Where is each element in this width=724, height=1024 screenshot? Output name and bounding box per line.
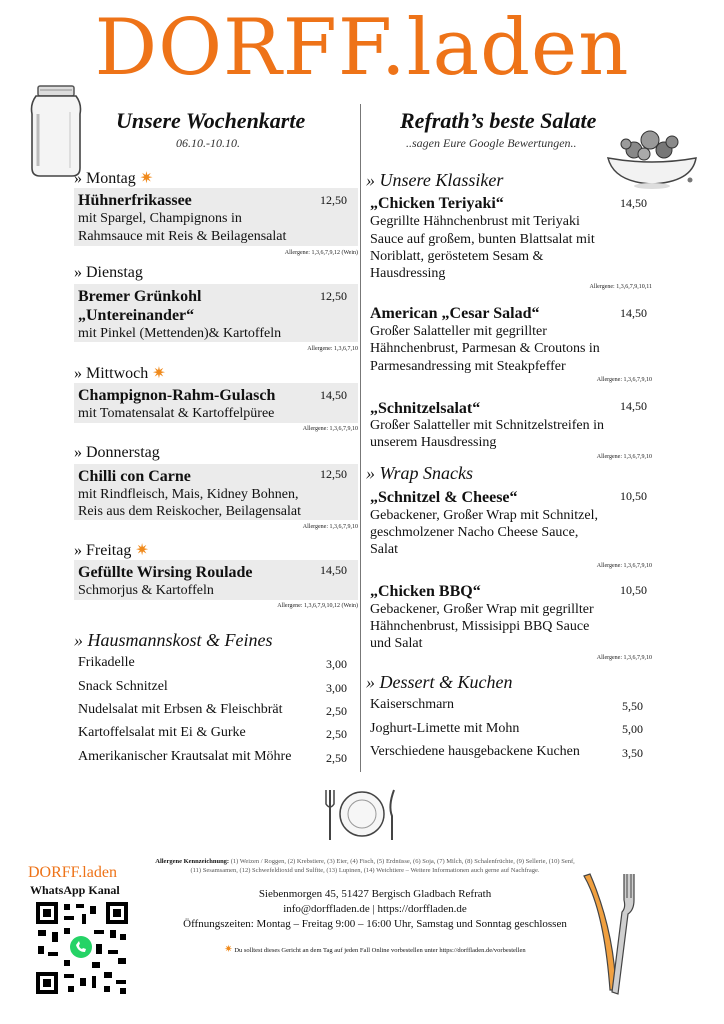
dish-name: „Schnitzel & Cheese“ (370, 489, 518, 506)
dish-desc: mit Pinkel (Mettenden)& Kartoffeln (78, 326, 282, 341)
sun-icon: ✷ (224, 944, 233, 955)
dish-desc: Parmesandressing mit Steakpfeffer (370, 359, 566, 374)
allergen-legend (80, 857, 650, 875)
allergen-legend-line1: (1) Weizen / Roggen, (2) Krebstiere, (3) Eier, (4) Fisch, (5) Erdnüsse, (6) Soja, (7) Milch, (8) Schalenfrüchte, (9) Sellerie, (10) Senf, (230, 858, 575, 865)
section-title-wraps: » Wrap Snacks (366, 463, 473, 483)
allergen-note: Allergene: 1,3,6,7,9,10 (302, 426, 358, 432)
dish-desc: Hausdressing (370, 266, 446, 281)
dish-price: 14,50 (620, 399, 647, 413)
list-item: Joghurt-Limette mit Mohn (370, 721, 520, 736)
dish-desc: Salat (370, 542, 398, 557)
day-label-monday: » Montag ✷ (74, 170, 154, 187)
jar-icon (24, 84, 88, 180)
dish-name: Chilli con Carne (78, 468, 191, 485)
allergen-note: Allergene: 1,3,6,7,9,10,12 (Wein) (277, 603, 358, 609)
sun-icon: ✷ (135, 542, 149, 559)
dish-price: 10,50 (620, 489, 647, 503)
day-label-friday: » Freitag ✷ (74, 542, 149, 559)
item-price: 5,50 (622, 699, 643, 713)
footer-hours: Öffnungszeiten: Montag – Freitag 9:00 – 16:00 Uhr, Samstag und Sonntag geschlossen (183, 918, 567, 930)
dish-desc: mit Tomatensalat & Kartoffelpüree (78, 406, 275, 421)
dish-desc: und Salat (370, 636, 423, 651)
dish-desc: Reis aus dem Reiskocher, Beilagensalat (78, 504, 301, 519)
salads-title: Refrath’s beste Salate (400, 108, 597, 133)
allergen-legend-label: Allergene Kennzeichnung: (155, 858, 230, 865)
allergen-note: Allergene: 1,3,6,7,9,10,11 (589, 284, 652, 290)
dish-price: 12,50 (320, 289, 347, 303)
item-price: 3,50 (622, 746, 643, 760)
day-label-wednesday: » Mittwoch ✷ (74, 365, 166, 382)
dish-desc: unserem Hausdressing (370, 435, 497, 450)
item-price: 3,00 (326, 657, 347, 671)
brand-logo: DORFF.laden (94, 3, 630, 93)
allergen-note: Allergene: 1,3,6,7,9,10 (596, 655, 652, 661)
dish-price: 14,50 (620, 306, 647, 320)
dish-price: 10,50 (620, 583, 647, 597)
list-item: Kaiserschmarn (370, 697, 454, 712)
footer-contact[interactable]: info@dorffladen.de | https://dorffladen.de (283, 903, 467, 915)
dish-desc: Schmorjus & Kartoffeln (78, 583, 214, 598)
allergen-legend-line2: (11) Sesamsamen, (12) Schwefeldioxid und Sulfite, (13) Lupinen, (14) Weichtiere – Weitere Informationen auch gerne auf Nachfrage. (190, 867, 540, 874)
dish-desc: geschmolzener Nacho Cheese Sauce, (370, 525, 579, 540)
weekly-menu-title: Unsere Wochenkarte (116, 108, 306, 133)
day-label-thursday: » Donnerstag (74, 444, 160, 461)
dish-desc: mit Spargel, Champignons in (78, 211, 242, 226)
footer-address: Siebenmorgen 45, 51427 Bergisch Gladbach Refrath (258, 888, 492, 900)
section-title-klassiker: » Unsere Klassiker (366, 170, 504, 190)
salad-bowl-icon (604, 122, 700, 194)
allergen-note: Allergene: 1,3,6,7,9,10 (596, 563, 652, 569)
dish-desc: Großer Salatteller mit Schnitzelstreifen in (370, 418, 605, 433)
section-title-dessert: » Dessert & Kuchen (366, 672, 513, 692)
dish-desc: mit Rindfleisch, Mais, Kidney Bohnen, (78, 487, 299, 502)
day-label-tuesday: » Dienstag (74, 264, 143, 281)
list-item: Amerikanischer Krautsalat mit Möhre (78, 749, 292, 764)
qr-code[interactable] (34, 900, 130, 996)
item-price: 5,00 (622, 722, 643, 736)
dish-name: Gefüllte Wirsing Roulade (78, 564, 253, 581)
list-item: Nudelsalat mit Erbsen & Fleischbrät (78, 702, 283, 717)
dish-name: Bremer Grünkohl (78, 288, 202, 305)
allergen-note: Allergene: 1,3,6,7,9,10 (596, 454, 652, 460)
allergen-note: Allergene: 1,3,6,7,9,10 (302, 524, 358, 530)
section-title-hausmannskost: » Hausmannskost & Feines (74, 630, 273, 650)
dish-name: „Schnitzelsalat“ (370, 400, 481, 417)
dish-name: American „Cesar Salad“ (370, 305, 540, 322)
dish-name-line2: „Untereinander“ (78, 307, 195, 324)
preorder-note (150, 944, 600, 955)
salads-subtitle: ..sagen Eure Google Bewertungen.. (406, 136, 577, 150)
dish-desc: Gebackener, Großer Wrap mit gegrillter (370, 602, 594, 617)
dish-name: „Chicken Teriyaki“ (370, 195, 504, 212)
whatsapp-label: WhatsApp Kanal (30, 883, 120, 897)
allergen-note: Allergene: 1,3,6,7,10 (307, 346, 358, 352)
dish-name: „Chicken BBQ“ (370, 583, 481, 600)
fork-knife-icon (574, 870, 644, 1002)
weekly-menu-dates: 06.10.-10.10. (176, 136, 240, 150)
dish-price: 14,50 (320, 563, 347, 577)
dish-price: 12,50 (320, 193, 347, 207)
allergen-note: Allergene: 1,3,6,7,9,12 (Wein) (284, 250, 358, 256)
dish-price: 14,50 (320, 388, 347, 402)
dish-desc: Hähnchenbrust, Missisippi BBQ Sauce (370, 619, 590, 634)
column-divider (360, 104, 361, 772)
plate-cutlery-icon (322, 786, 402, 844)
dish-desc: Sauce auf großem, bunten Blattsalat mit (370, 232, 595, 247)
list-item: Snack Schnitzel (78, 679, 168, 694)
dish-desc: Hähnchenbrust, Parmesan & Croutons in (370, 341, 600, 356)
list-item: Frikadelle (78, 655, 135, 670)
dish-desc: Rahmsauce mit Reis & Beilagensalat (78, 229, 287, 244)
dish-price: 14,50 (620, 196, 647, 210)
list-item: Kartoffelsalat mit Ei & Gurke (78, 725, 246, 740)
preorder-text: Du solltest dieses Gericht an dem Tag auf jeden Fall Online vorbestellen unter https://dorffladen.de/vorbestellen (234, 947, 526, 954)
dish-price: 12,50 (320, 467, 347, 481)
item-price: 3,00 (326, 681, 347, 695)
item-price: 2,50 (326, 751, 347, 765)
list-item: Verschiedene hausgebackene Kuchen (370, 744, 580, 759)
dish-desc: Großer Salatteller mit gegrillter (370, 324, 547, 339)
dish-name: Hühnerfrikassee (78, 192, 192, 209)
dish-desc: Gebackener, Großer Wrap mit Schnitzel, (370, 508, 598, 523)
footer-logo: DORFF.laden (28, 864, 117, 881)
allergen-note: Allergene: 1,3,6,7,9,10 (596, 377, 652, 383)
sun-icon: ✷ (152, 365, 166, 382)
item-price: 2,50 (326, 704, 347, 718)
item-price: 2,50 (326, 727, 347, 741)
sun-icon: ✷ (139, 170, 154, 187)
dish-name: Champignon-Rahm-Gulasch (78, 387, 276, 404)
dish-desc: Gegrillte Hähnchenbrust mit Teriyaki (370, 214, 580, 229)
dish-desc: Noriblatt, geröstetem Sesam & (370, 249, 544, 264)
